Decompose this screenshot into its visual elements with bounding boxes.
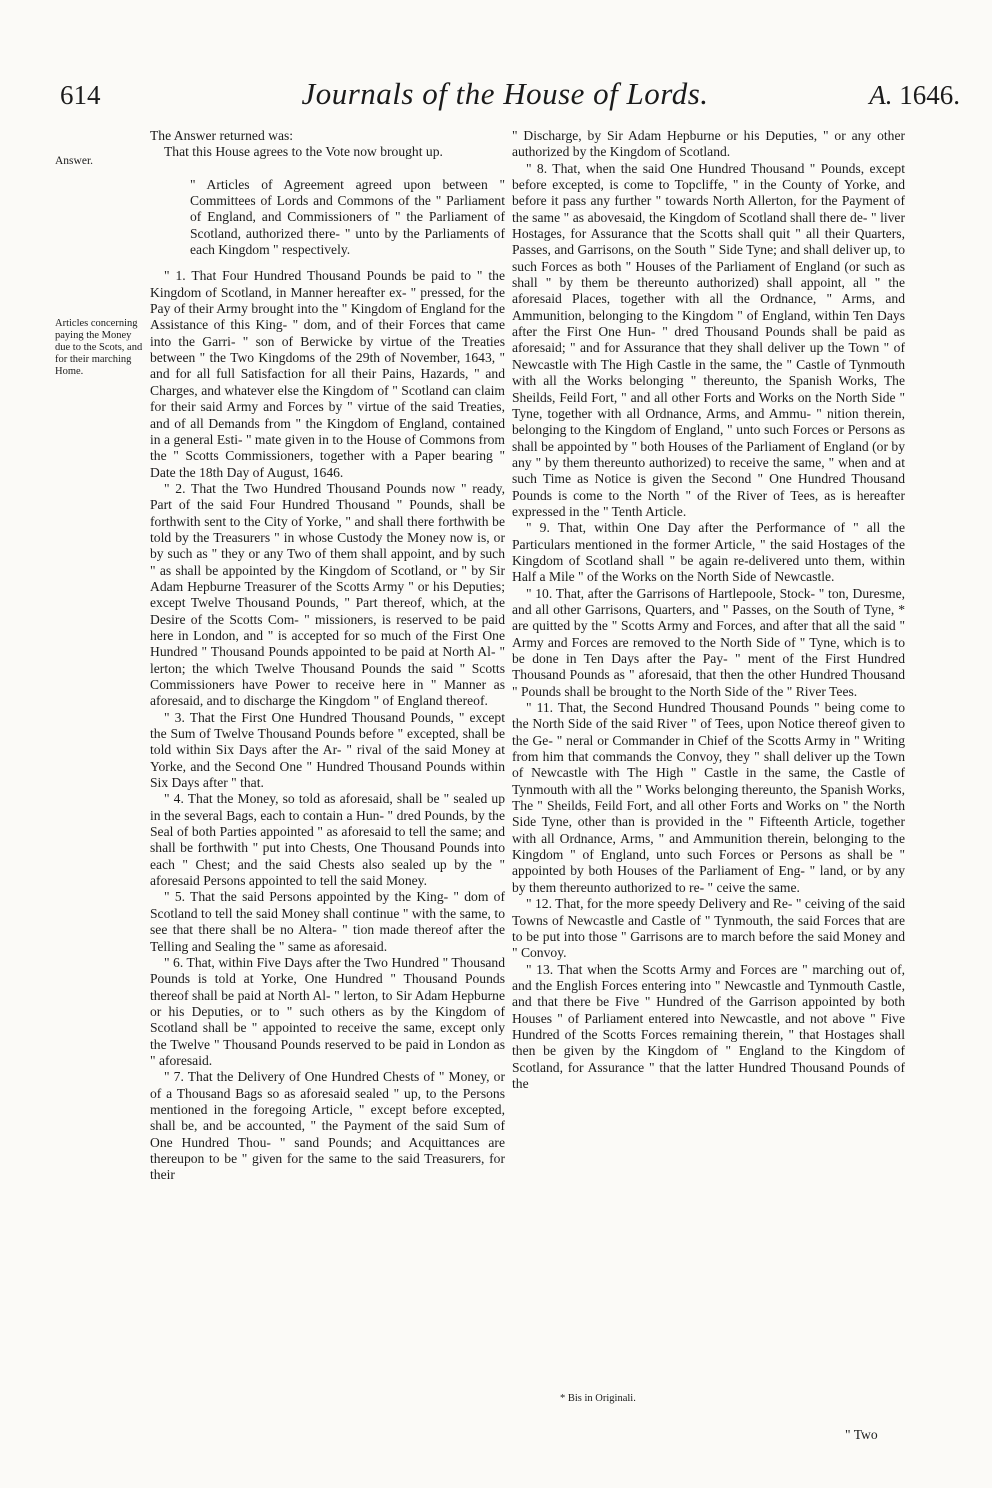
article-7-continued: " Discharge, by Sir Adam Hepburne or his Deputies, " or any other authorized by the Kingdom of Scotland. — [512, 128, 905, 160]
answer-line: The Answer returned was: — [150, 128, 294, 143]
right-column — [512, 128, 905, 1092]
article-11: " 11. That, the Second Hundred Thousand Pounds " being come to the North Side of the said River " of Tees, upon Notice thereof given to the Ge- " neral or Commander in Chief of the Scotts Army in " Writing from him that commands the Convoy, they " shall deliver up the Town of Newcastle with The High " Castle in the same, the Castle of Tynmouth with all the " Works belonging thereunto, the Spanish Works, The " Sheilds, Feild Fort, and all other Forts and Works on " the North Side Tyne, other than is provided in the " Fifteenth Article, together with all Ordnance, Arms, " and Ammunition therein, belonging to the Kingdom " of England, unto such Forces or Persons as shall be " appointed by both Houses of the Parliament of Eng- " land, or by any by them thereunto authorized to re- " ceive the same. — [512, 700, 905, 895]
article-1: " 1. That Four Hundred Thousand Pounds be paid to " the Kingdom of Scotland, in Manner hereafter ex- " pressed, for the Pay of their Army brought into the " Kingdom of England for the Assistance of this King- " dom, and of their Forces that came into the Garri- " son of Berwicke by virtue of the Treaties between " the Two Kingdoms of the 29th of November, 1643, " and for all full Satisfaction for all their Pains, Hazards, " and Charges, and whatever else the Kingdom of " Scotland can claim for their said Army and Forces by " virtue of the said Treaties, and of all Demands from " the Kingdom of England, contained in a general Esti- " mate given in to the House of Commons from the " Scotts Commissioners, together with a Paper bearing " Date the 18th Day of August, 1646. — [150, 268, 505, 480]
answer-text: That this House agrees to the Vote now brought up. — [164, 144, 443, 160]
year-prefix: A. — [869, 80, 893, 110]
margin-note-answer: Answer. — [55, 155, 94, 167]
article-12: " 12. That, for the more speedy Delivery and Re- " ceiving of the said Towns of Newcastle and Castle of " Tynmouth, the said Forces that are to be put into those " Garrisons are to march before the said Money and " Convoy. — [512, 896, 905, 961]
catchword: " Two — [845, 1427, 878, 1442]
article-7: " 7. That the Delivery of One Hundred Chests of " Money, or of a Thousand Bags so as aforesaid sealed " up, to the Persons mentioned in the foregoing Article, " except before excepted, shall be, and be accounted, " the Payment of the said Sum of One Hundred Thou- " sand Pounds; and Acquittances are thereupon to be " given for the same to the said Treasurers, for their — [150, 1069, 505, 1183]
article-13: " 13. That when the Scotts Army and Forces are " marching out of, and the English Forces entering into " Newcastle and Tynmouth Castle, and that there be Five " Hundred of the Garrison appointed by both Houses " of Parliament entered into Newcastle, and not above " Five Hundred of the Scotts Forces remaining therein, " that Hostages shall then be given by the Kingdom of " England to the Kingdom of Scotland, for Assurance " that the latter Hundred Thousand Pounds of the — [512, 961, 905, 1091]
article-3: " 3. That the First One Hundred Thousand Pounds, " except the Sum of Twelve Thousand Pounds before " excepted, shall be told within Six Days after the Ar- " rival of the said Money at Yorke, and the Second One " Hundred Thousand Pounds within Six Days after " that. — [150, 709, 505, 791]
article-6: " 6. That, within Five Days after the Two Hundred " Thousand Pounds is told at Yorke, One Hundred " Thousand Pounds thereof shall be paid at North Al- " lerton, to Sir Adam Hepburne or his Deputies, or to " such others as by the Kingdom of Scotland shall be " appointed to receive the same, except only the Twelve " Thousand Pounds reserved to be paid in London as " aforesaid. — [150, 954, 505, 1068]
article-9: " 9. That, within One Day after the Performance of " all the Particulars mentioned in the former Article, " the said Hostages of the Kingdom of Scotland shall " be again re-delivered unto them, within Half a Mile " of the Works on the North Side of Newcastle. — [512, 520, 905, 585]
page-header — [50, 60, 960, 120]
articles-heading: " Articles of Agreement agreed upon between " Committees of Lords and Commons of the " Parliament of England, and Commissioners of " the Parliament of Scotland, authorized there- " unto by the Parliaments of each Kingdom " respectively. — [190, 176, 505, 258]
article-8: " 8. That, when the said One Hundred Thousand " Pounds, except before excepted, is come to Topcliffe, " in the County of Yorke, and before it pass any further " towards North Allerton, for the Payment of the same " as abovesaid, the Kingdom of Scotland shall there de- " liver Hostages, for Assurance that the Scotts shall quit " all their Quarters, Passes, and Garrisons, on the South " Side Tyne; and shall deliver up, to such Forces as both " Houses of the Parliament of England (or such as shall " by them be thereunto authorized) shall appoint, all " the aforesaid Places, together with all the Ordnance, " Arms, and Ammunition, belonging to the Kingdom " of England, within Ten Days after the First One Hun- " dred Thousand Pounds shall be paid as aforesaid; " and for Assurance that they shall deliver up the Town " of Newcastle with The High Castle in the same, the " Castle of Tynmouth with all the Works belonging " thereunto, the Spanish Works, The Sheilds, Feild Fort, " and all other Forts and Works on the North Side " Tyne, together with all Ordnance, Arms, and Ammu- " nition therein, belonging to the Kingdom of England, " unto such Forces or Persons as shall be appointed by " both Houses of the Parliament of England (or by any " by them thereunto authorized) to receive the same, " when and at such Time as Notice is given the Second " One Hundred Thousand Pounds is come to the North " of the River of Tees, as is hereafter expressed in the " Tenth Article. — [512, 160, 905, 519]
left-column — [150, 128, 505, 1184]
year-value: 1646. — [899, 80, 960, 110]
article-5: " 5. That the said Persons appointed by the King- " dom of Scotland to tell the said Money shall continue " with the same, to see that there shall be no Altera- " tion made thereof after the Telling and Sealing the " same as aforesaid. — [150, 889, 505, 954]
article-10: " 10. That, after the Garrisons of Hartlepoole, Stock- " ton, Duresme, and all other Garrisons, Quarters, and " Passes, on the South of Tyne, * are quitted by the " Scotts Army and Forces, and after that all the said " Army and Forces are removed to the North Side of " Tyne, which is to be done in Ten Days after the Pay- " ment of the First Hundred Thousand Pounds as " aforesaid, that then the other Hundred Thousand " Pounds shall be brought to the North Side of the " River Tees. — [512, 585, 905, 699]
margin-note-articles: Articles concerning paying the Money due to the Scots, and for their marching Home. — [55, 318, 143, 377]
page-number: 614 — [60, 80, 101, 110]
footnote: * Bis in Originali. — [560, 1393, 636, 1404]
article-2: " 2. That the Two Hundred Thousand Pounds now " ready, Part of the said Four Hundred Thousand " Pounds, shall be forthwith sent to the City of Yorke, " and shall there forthwith be told by the Treasurers " in whose Custody the Money now is, or by such as " they or any Two of them shall appoint, and by such " as shall be appointed by the Kingdom of Scotland, or " by Sir Adam Hepburne Treasurer of the Scotts Army " or his Deputies; except Twelve Thousand Pounds, " Part thereof, which, at the Desire of the Scotts Com- " missioners, is reserved to be paid here in London, and " is accepted for so much of the First One Hundred " Thousand Pounds appointed to be paid at North Al- " lerton; the which Twelve Thousand Pounds the said " Scotts Commissioners have Power to receive here in " Manner as aforesaid, and to discharge the Kingdom " of England thereof. — [150, 480, 505, 709]
article-4: " 4. That the Money, so told as aforesaid, shall be " sealed up in the several Bags, each to contain a Hun- " dred Pounds, by the Seal of both Parties appointed " as aforesaid to tell the same; and shall be forthwith " put into Chests, One Thousand Pounds into each " Chest; and the said Chests also sealed up by the " aforesaid Persons appointed to tell the said Money. — [150, 791, 505, 889]
year — [869, 80, 960, 111]
running-title: Journals of the House of Lords. — [301, 76, 709, 111]
